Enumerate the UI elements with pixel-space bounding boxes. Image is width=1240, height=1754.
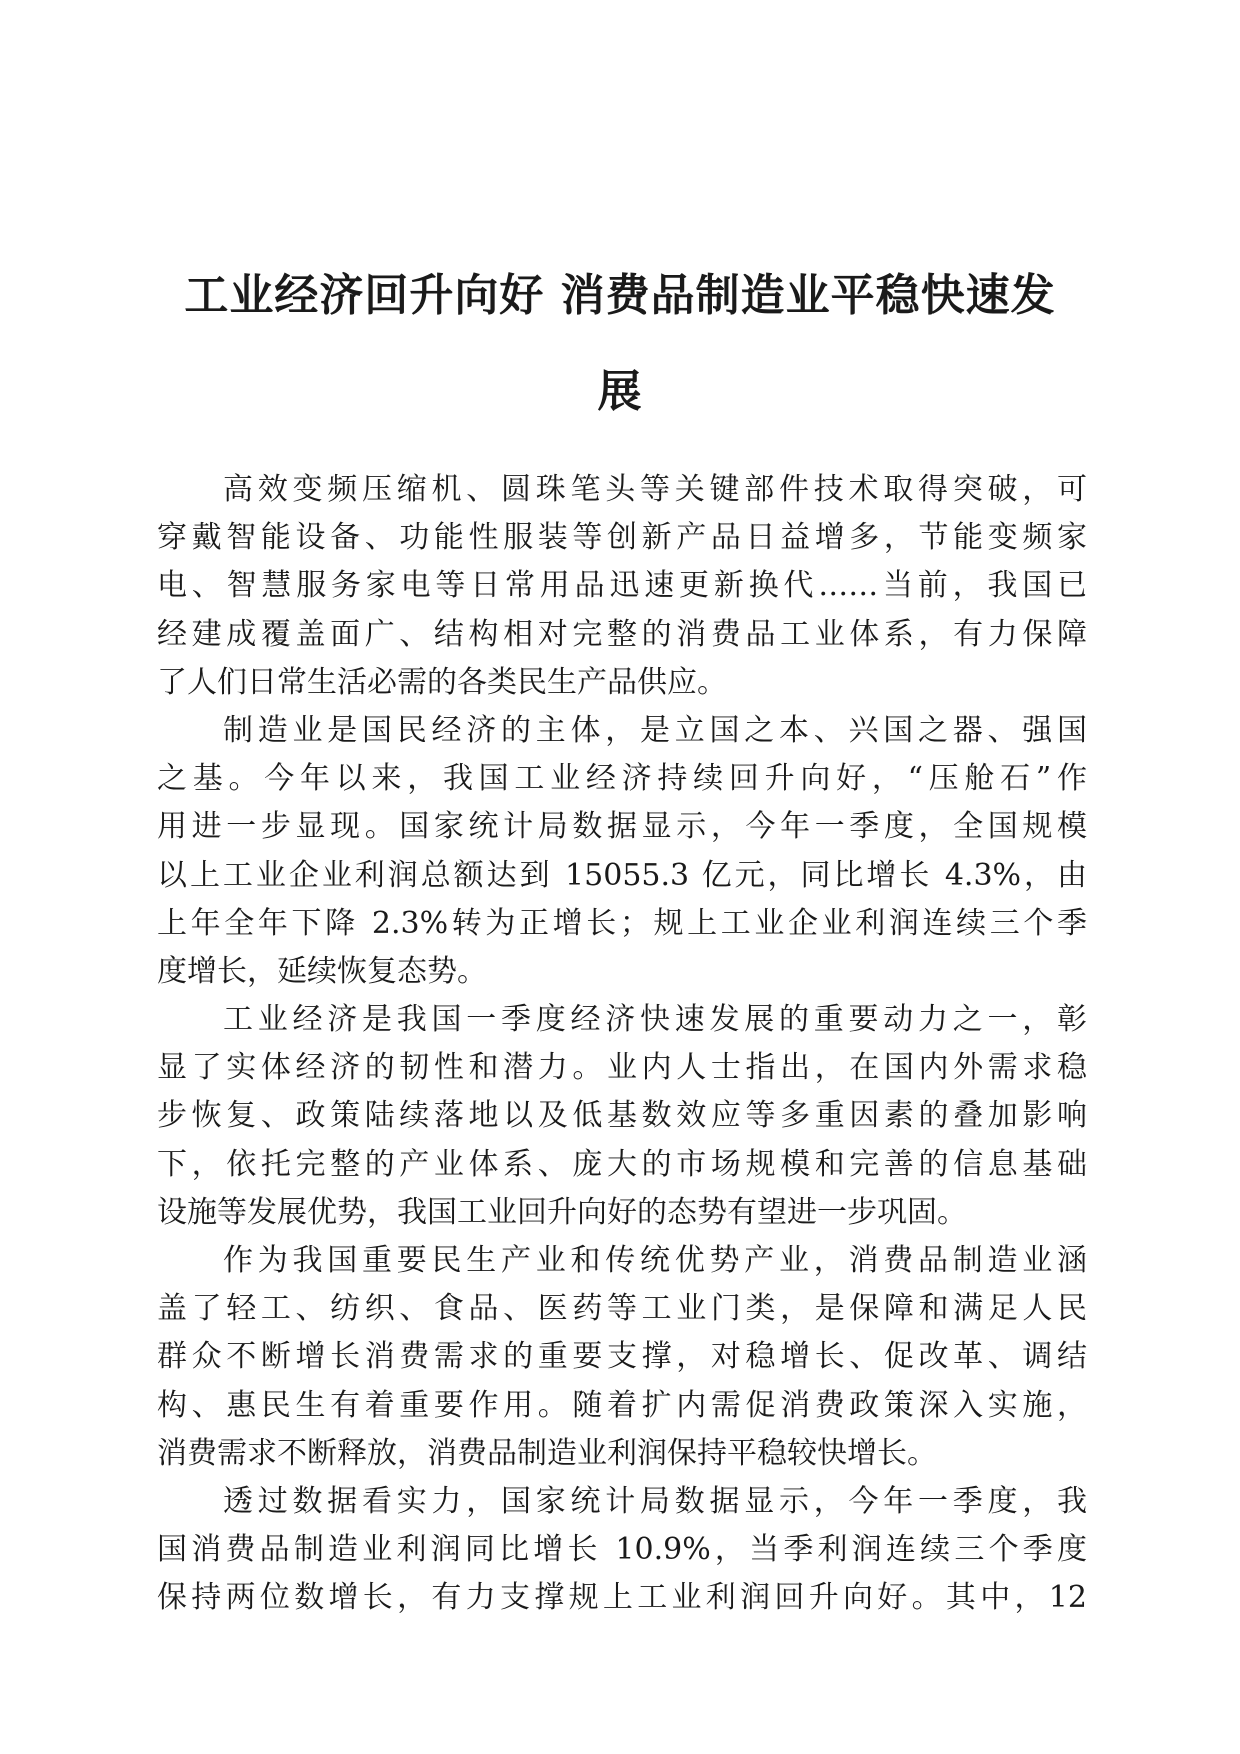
text-line: 作为我国重要民生产业和传统优势产业，消费品制造业涵	[223, 1243, 1087, 1278]
text-line: 下，依托完整的产业体系、庞大的市场规模和完善的信息基础	[157, 1146, 1087, 1182]
text-line: 了人们日常生活必需的各类民生产品供应。	[157, 664, 727, 700]
article-title	[150, 248, 1090, 440]
text-line: 设施等发展优势，我国工业回升向好的态势有望进一步巩固。	[157, 1194, 967, 1230]
text-line: 步恢复、政策陆续落地以及低基数效应等多重因素的叠加影响	[157, 1098, 1087, 1134]
text-line: 保持两位数增长，有力支撑规上工业利润回升向好。其中，12	[157, 1580, 1087, 1616]
text-line: 工业经济是我国一季度经济快速发展的重要动力之一，彰	[223, 1002, 1087, 1038]
text-line: 构、惠民生有着重要作用。随着扩内需促消费政策深入实施，	[157, 1387, 1087, 1423]
text-line: 高效变频压缩机、圆珠笔头等关键部件技术取得突破，可	[223, 472, 1087, 507]
text-line: 消费需求不断释放，消费品制造业利润保持平稳较快增长。	[157, 1435, 937, 1471]
article-body	[157, 466, 1087, 1623]
text-line: 盖了轻工、纺织、食品、医药等工业门类，是保障和满足人民	[157, 1291, 1087, 1327]
text-line: 经建成覆盖面广、结构相对完整的消费品工业体系，有力保障	[157, 616, 1087, 652]
text-line: 电、智慧服务家电等日常用品迅速更新换代……当前，我国已	[157, 568, 1087, 604]
text-line: 制造业是国民经济的主体，是立国之本、兴国之器、强国	[223, 712, 1087, 748]
text-line: 度增长，延续恢复态势。	[157, 953, 487, 989]
text-line: 上年全年下降 2.3%转为正增长；规上工业企业利润连续三个季	[157, 905, 1087, 941]
text-line: 群众不断增长消费需求的重要支撑，对稳增长、促改革、调结	[157, 1339, 1087, 1375]
text-line: 穿戴智能设备、功能性服装等创新产品日益增多，节能变频家	[157, 520, 1087, 556]
text-line: 国消费品制造业利润同比增长 10.9%，当季利润连续三个季度	[157, 1532, 1087, 1568]
title-line-2: 展	[597, 366, 643, 417]
text-line: 以上工业企业利润总额达到 15055.3 亿元，同比增长 4.3%，由	[157, 857, 1087, 893]
text-line: 用进一步显现。国家统计局数据显示，今年一季度，全国规模	[157, 809, 1087, 845]
title-line-1: 工业经济回升向好 消费品制造业平稳快速发	[184, 270, 1056, 321]
text-line: 之基。今年以来，我国工业经济持续回升向好，“压舱石”作	[157, 761, 1087, 797]
text-line: 显了实体经济的韧性和潜力。业内人士指出，在国内外需求稳	[157, 1050, 1087, 1086]
text-line: 透过数据看实力，国家统计局数据显示，今年一季度，我	[223, 1483, 1087, 1519]
